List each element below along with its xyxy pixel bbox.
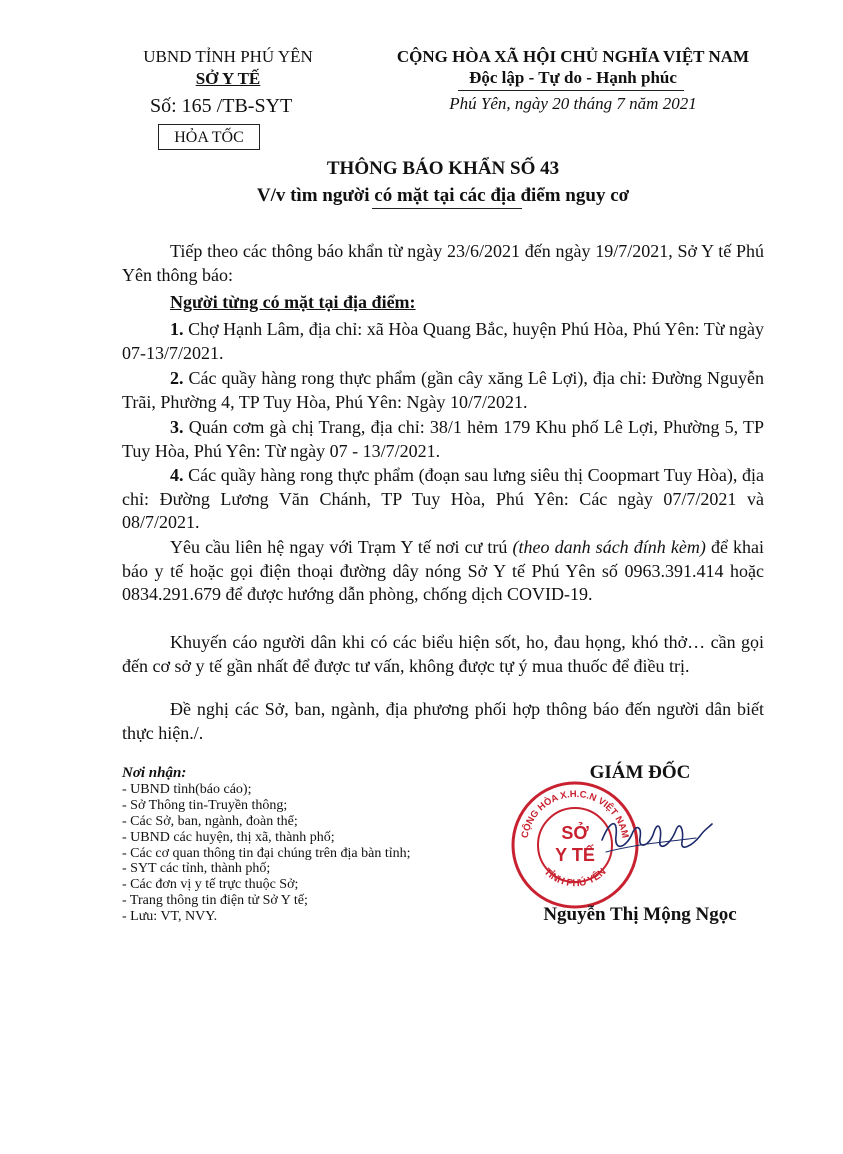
seal-outer-text: CỘNG HÒA X.H.C.N VIỆT NAM [519, 788, 631, 840]
place-date: Phú Yên, ngày 20 tháng 7 năm 2021 [449, 94, 697, 113]
location-item-1: 1. Chợ Hạnh Lâm, địa chỉ: xã Hòa Quang Bắc, huyện Phú Hòa, Phú Yên: Từ ngày 07-13/7/2021. [122, 319, 765, 363]
motto-underline [458, 90, 684, 91]
intro-paragraph: Tiếp theo các thông báo khẩn từ ngày 23/6/2021 đến ngày 19/7/2021, Sở Y tế Phú Yên thông báo: [122, 241, 764, 285]
notice-subject: V/v tìm người có mặt tại các địa điểm nguy cơ [256, 185, 630, 206]
recipient-item: - UBND tỉnh(báo cáo); [122, 781, 252, 797]
request-paragraph: Yêu cầu liên hệ ngay với Trạm Y tế nơi cư trú (theo danh sách đính kèm) để khai báo y tế hoặc gọi điện thoại đường dây nóng Sở Y tế Phú Yên số 0963.391.414 hoặc 0834.291.679 để được hướng dẫn phòng, chống dịch COVID-19. [122, 537, 765, 604]
recipient-item: - Sở Thông tin-Truyền thông; [122, 797, 288, 813]
agency-parent: UBND TỈNH PHÚ YÊN [143, 47, 313, 66]
motto: Độc lập - Tự do - Hạnh phúc [469, 68, 677, 87]
nation-title: CỘNG HÒA XÃ HỘI CHỦ NGHĨA VIỆT NAM [396, 47, 750, 66]
proposal-paragraph: Đề nghị các Sở, ban, ngành, địa phương phối hợp thông báo đến người dân biết thực hiện./. [122, 699, 764, 743]
recipient-item: - Trang thông tin điện tử Sở Y tế; [122, 893, 308, 909]
locations-heading-line [122, 291, 764, 315]
recipients-heading: Nơi nhận: [122, 765, 187, 781]
handwritten-signature [596, 808, 716, 868]
notice-title: THÔNG BÁO KHẨN SỐ 43 [326, 158, 560, 179]
subject-underline [372, 208, 522, 209]
signer-name: Nguyễn Thị Mộng Ngọc [543, 904, 737, 925]
seal-center-line2: Y TẾ [555, 845, 595, 865]
document-number: Số: 165 /TB-SYT [150, 95, 293, 117]
locations-heading: Người từng có mặt tại địa điểm: [170, 292, 416, 312]
signer-position: GIÁM ĐỐC [589, 762, 691, 783]
recipient-item: - UBND các huyện, thị xã, thành phố; [122, 829, 335, 845]
location-item-2: 2. Các quầy hàng rong thực phẩm (gần cây xăng Lê Lợi), địa chỉ: Đường Nguyễn Trãi, Phường 4, TP Tuy Hòa, Phú Yên: Ngày 10/7/2021. [122, 368, 765, 412]
advice-paragraph: Khuyến cáo người dân khi có các biểu hiện sốt, ho, đau họng, khó thở… cần gọi đến cơ sở y tế gần nhất để được tư vấn, không được tự ý mua thuốc để điều trị. [122, 632, 764, 676]
recipient-item: - Các Sở, ban, ngành, đoàn thể; [122, 813, 298, 829]
recipient-item: - Các đơn vị y tế trực thuộc Sở; [122, 877, 299, 893]
recipient-item: - Lưu: VT, NVY. [122, 909, 218, 925]
header-left [118, 46, 338, 90]
recipients-block [122, 766, 502, 925]
urgent-stamp: HỎA TỐC [158, 124, 260, 150]
seal-center-line1: SỞ [561, 823, 589, 843]
recipient-item: - SYT các tỉnh, thành phố; [122, 861, 271, 877]
location-item-4: 4. Các quầy hàng rong thực phẩm (đoạn sau lưng siêu thị Coopmart Tuy Hòa), địa chỉ: Đường Lương Văn Chánh, TP Tuy Hòa, Phú Yên: Các ngày 07/7/2021 và 08/7/2021. [122, 465, 764, 532]
location-item-3: 3. Quán cơm gà chị Trang, địa chỉ: 38/1 hẻm 179 Khu phố Lê Lợi, Phường 5, TP Tuy Hòa, Phú Yên: Từ ngày 07 - 13/7/2021. [122, 417, 765, 461]
recipient-item: - Các cơ quan thông tin đại chúng trên địa bàn tỉnh; [122, 845, 411, 861]
agency-name: SỞ Y TẾ [195, 69, 261, 88]
seal-bottom-text: TỈNH PHÚ YÊN [541, 866, 609, 890]
